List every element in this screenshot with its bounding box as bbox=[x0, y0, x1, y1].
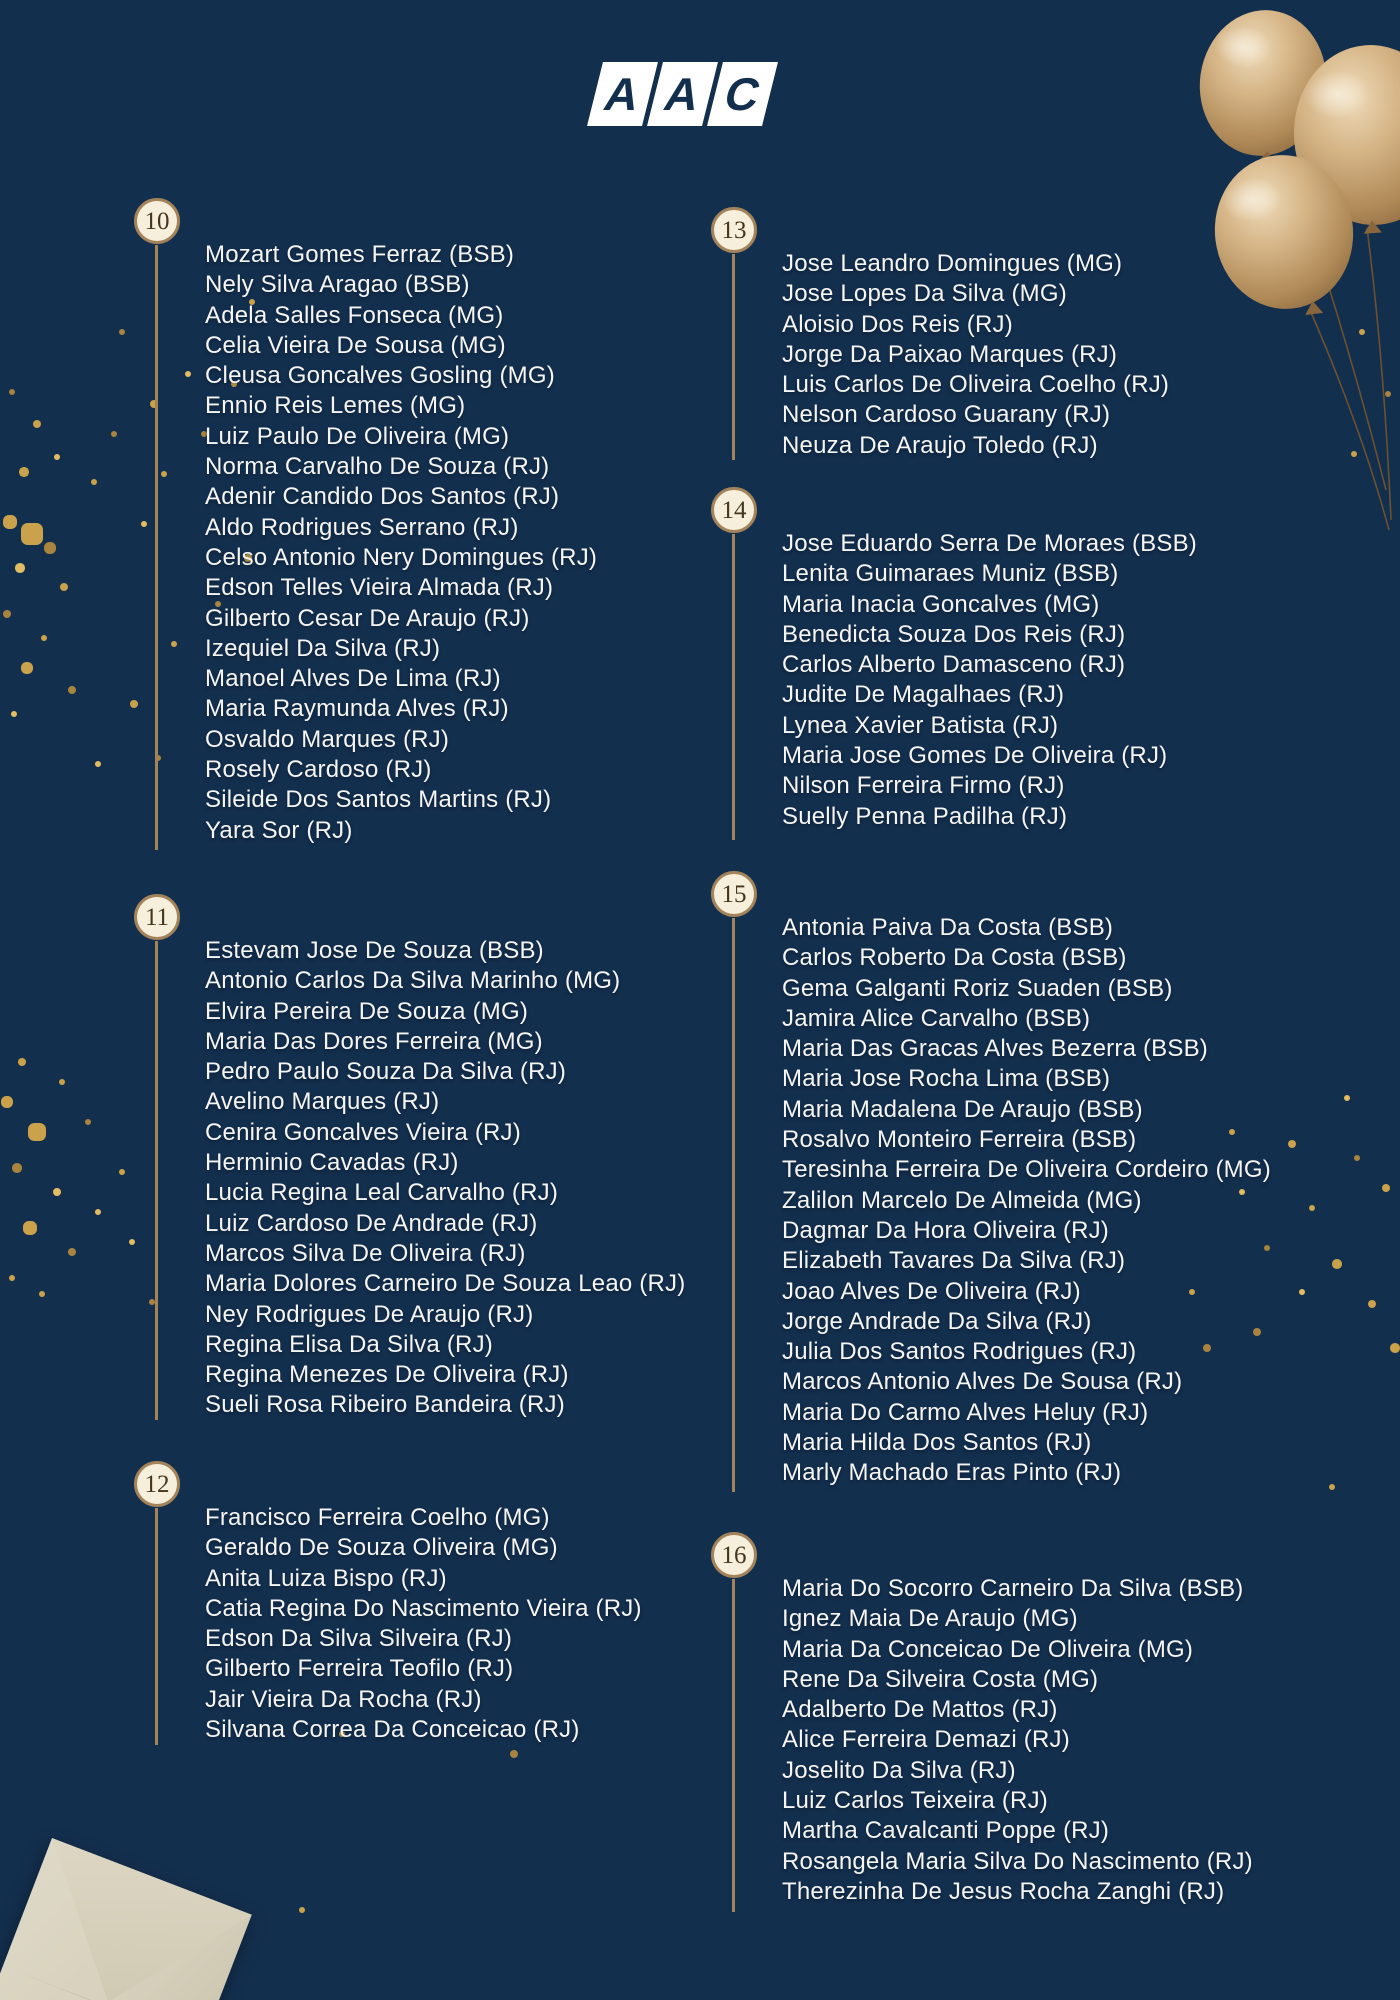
attendee-name: Rosangela Maria Silva Do Nascimento (RJ) bbox=[782, 1847, 1253, 1875]
attendee-name: Osvaldo Marques (RJ) bbox=[205, 725, 450, 753]
attendee-name: Maria Do Carmo Alves Heluy (RJ) bbox=[782, 1398, 1149, 1426]
attendee-name: Sueli Rosa Ribeiro Bandeira (RJ) bbox=[205, 1391, 565, 1419]
attendee-name: Aldo Rodrigues Serrano (RJ) bbox=[205, 513, 519, 541]
attendee-name: Rosely Cardoso (RJ) bbox=[205, 756, 432, 784]
group-number-badge bbox=[711, 487, 757, 533]
logo-letter: A bbox=[659, 68, 706, 120]
attendee-name: Teresinha Ferreira De Oliveira Cordeiro (MG) bbox=[782, 1156, 1271, 1184]
attendee-name: Adenir Candido Dos Santos (RJ) bbox=[205, 483, 560, 511]
name-list bbox=[782, 1574, 1253, 1907]
attendee-name: Martha Cavalcanti Poppe (RJ) bbox=[782, 1817, 1110, 1845]
logo-letter: C bbox=[719, 68, 766, 120]
attendee-name: Maria Jose Gomes De Oliveira (RJ) bbox=[782, 742, 1168, 770]
logo-letter-box bbox=[587, 62, 658, 126]
attendee-name: Cenira Goncalves Vieira (RJ) bbox=[205, 1118, 521, 1146]
attendee-name: Elvira Pereira De Souza (MG) bbox=[205, 997, 529, 1025]
logo-letter-box bbox=[707, 62, 778, 126]
group-number-badge bbox=[711, 871, 757, 917]
group-number: 13 bbox=[721, 216, 747, 244]
attendee-name: Adela Salles Fonseca (MG) bbox=[205, 301, 504, 329]
attendee-name: Julia Dos Santos Rodrigues (RJ) bbox=[782, 1338, 1137, 1366]
attendee-name: Maria Raymunda Alves (RJ) bbox=[205, 695, 509, 723]
attendee-name: Luiz Cardoso De Andrade (RJ) bbox=[205, 1209, 538, 1237]
attendee-name: Maria Das Gracas Alves Bezerra (BSB) bbox=[782, 1035, 1208, 1063]
attendee-name: Nely Silva Aragao (BSB) bbox=[205, 271, 470, 299]
logo-letter: A bbox=[599, 68, 646, 120]
logo-letter-box bbox=[647, 62, 718, 126]
attendee-name: Jamira Alice Carvalho (BSB) bbox=[782, 1004, 1091, 1032]
attendee-name: Jorge Da Paixao Marques (RJ) bbox=[782, 340, 1118, 368]
name-list bbox=[205, 240, 597, 846]
attendee-name: Carlos Roberto Da Costa (BSB) bbox=[782, 944, 1127, 972]
name-list bbox=[205, 936, 685, 1421]
name-list bbox=[782, 913, 1271, 1489]
attendee-name: Neuza De Araujo Toledo (RJ) bbox=[782, 431, 1098, 459]
attendee-name: Joao Alves De Oliveira (RJ) bbox=[782, 1277, 1081, 1305]
group-number-badge bbox=[134, 894, 180, 940]
attendee-name: Adalberto De Mattos (RJ) bbox=[782, 1696, 1058, 1724]
attendee-name: Regina Elisa Da Silva (RJ) bbox=[205, 1330, 493, 1358]
attendee-name: Maria Jose Rocha Lima (BSB) bbox=[782, 1065, 1111, 1093]
group-number-badge bbox=[134, 1461, 180, 1507]
attendee-name: Maria Inacia Goncalves (MG) bbox=[782, 590, 1100, 618]
attendee-name: Manoel Alves De Lima (RJ) bbox=[205, 665, 501, 693]
attendee-name: Maria Hilda Dos Santos (RJ) bbox=[782, 1429, 1092, 1457]
attendee-name: Avelino Marques (RJ) bbox=[205, 1088, 440, 1116]
attendee-name: Rosalvo Monteiro Ferreira (BSB) bbox=[782, 1126, 1137, 1154]
attendee-name: Catia Regina Do Nascimento Vieira (RJ) bbox=[205, 1594, 642, 1622]
attendee-name: Jose Eduardo Serra De Moraes (BSB) bbox=[782, 530, 1197, 557]
attendee-name: Judite De Magalhaes (RJ) bbox=[782, 681, 1065, 709]
timeline-line bbox=[732, 534, 735, 840]
timeline-line bbox=[155, 1508, 158, 1745]
attendee-name: Yara Sor (RJ) bbox=[205, 816, 353, 844]
attendee-name: Rene Da Silveira Costa (MG) bbox=[782, 1665, 1099, 1693]
attendee-name: Lynea Xavier Batista (RJ) bbox=[782, 711, 1059, 739]
attendee-name: Silvana Correa Da Conceicao (RJ) bbox=[205, 1716, 580, 1744]
attendee-name: Ignez Maia De Araujo (MG) bbox=[782, 1605, 1078, 1633]
attendee-name: Lenita Guimaraes Muniz (BSB) bbox=[782, 560, 1119, 588]
gold-confetti-left-bottom bbox=[0, 0, 4, 4]
attendee-name: Lucia Regina Leal Carvalho (RJ) bbox=[205, 1179, 559, 1207]
attendee-name: Joselito Da Silva (RJ) bbox=[782, 1756, 1016, 1784]
attendee-name: Edson Telles Vieira Almada (RJ) bbox=[205, 574, 554, 602]
envelope-flap bbox=[0, 1838, 252, 2000]
attendee-name: Jorge Andrade Da Silva (RJ) bbox=[782, 1307, 1092, 1335]
attendee-name: Anita Luiza Bispo (RJ) bbox=[205, 1564, 447, 1592]
group-number: 11 bbox=[144, 903, 170, 931]
envelope-image bbox=[0, 1838, 252, 2000]
attendee-name: Maria Da Conceicao De Oliveira (MG) bbox=[782, 1635, 1194, 1663]
group-number: 16 bbox=[721, 1541, 747, 1569]
name-list bbox=[782, 249, 1169, 461]
attendee-name: Celia Vieira De Sousa (MG) bbox=[205, 331, 506, 359]
attendee-name: Mozart Gomes Ferraz (BSB) bbox=[205, 241, 515, 268]
attendee-name: Antonia Paiva Da Costa (BSB) bbox=[782, 914, 1114, 941]
timeline-line bbox=[732, 1579, 735, 1912]
attendee-name: Sileide Dos Santos Martins (RJ) bbox=[205, 786, 552, 814]
attendee-name: Dagmar Da Hora Oliveira (RJ) bbox=[782, 1216, 1109, 1244]
attendee-name: Aloisio Dos Reis (RJ) bbox=[782, 310, 1013, 338]
attendee-name: Nilson Ferreira Firmo (RJ) bbox=[782, 772, 1065, 800]
aac-logo bbox=[595, 62, 770, 126]
timeline-line bbox=[155, 245, 158, 850]
attendee-name: Antonio Carlos Da Silva Marinho (MG) bbox=[205, 967, 621, 995]
timeline-line bbox=[732, 254, 735, 460]
attendee-name: Suelly Penna Padilha (RJ) bbox=[782, 802, 1068, 830]
attendee-name: Therezinha De Jesus Rocha Zanghi (RJ) bbox=[782, 1877, 1225, 1905]
attendee-name: Jose Lopes Da Silva (MG) bbox=[782, 280, 1067, 308]
attendee-name: Maria Das Dores Ferreira (MG) bbox=[205, 1027, 543, 1055]
attendee-name: Norma Carvalho De Souza (RJ) bbox=[205, 453, 550, 481]
group-number: 14 bbox=[721, 496, 747, 524]
attendee-name: Jair Vieira Da Rocha (RJ) bbox=[205, 1685, 482, 1713]
attendee-name: Maria Do Socorro Carneiro Da Silva (BSB) bbox=[782, 1575, 1244, 1602]
attendee-name: Estevam Jose De Souza (BSB) bbox=[205, 937, 544, 964]
group-number-badge bbox=[711, 207, 757, 253]
attendee-name: Edson Da Silva Silveira (RJ) bbox=[205, 1625, 513, 1653]
attendee-name: Marly Machado Eras Pinto (RJ) bbox=[782, 1459, 1122, 1487]
attendee-name: Nelson Cardoso Guarany (RJ) bbox=[782, 401, 1111, 429]
attendee-name: Ennio Reis Lemes (MG) bbox=[205, 392, 466, 420]
balloon bbox=[1206, 147, 1363, 325]
attendee-name: Gilberto Ferreira Teofilo (RJ) bbox=[205, 1655, 514, 1683]
group-number-badge bbox=[711, 1532, 757, 1578]
attendee-name: Marcos Silva De Oliveira (RJ) bbox=[205, 1239, 526, 1267]
gold-confetti-left-top bbox=[0, 0, 4, 4]
attendee-name: Pedro Paulo Souza Da Silva (RJ) bbox=[205, 1058, 567, 1086]
attendee-name: Cleusa Goncalves Gosling (MG) bbox=[205, 362, 555, 390]
group-number: 10 bbox=[144, 207, 170, 235]
group-number: 12 bbox=[144, 1470, 170, 1498]
attendee-name: Izequiel Da Silva (RJ) bbox=[205, 634, 441, 662]
attendee-name: Gema Galganti Roriz Suaden (BSB) bbox=[782, 974, 1173, 1002]
group-number: 15 bbox=[721, 880, 747, 908]
attendee-name: Luis Carlos De Oliveira Coelho (RJ) bbox=[782, 371, 1170, 399]
name-list bbox=[782, 529, 1197, 832]
balloon bbox=[1288, 40, 1400, 238]
attendee-name: Celso Antonio Nery Domingues (RJ) bbox=[205, 543, 598, 571]
attendee-name: Geraldo De Souza Oliveira (MG) bbox=[205, 1534, 558, 1562]
attendee-name: Luiz Carlos Teixeira (RJ) bbox=[782, 1787, 1048, 1815]
attendee-name: Zalilon Marcelo De Almeida (MG) bbox=[782, 1186, 1142, 1214]
attendee-name: Regina Menezes De Oliveira (RJ) bbox=[205, 1361, 569, 1389]
attendee-name: Carlos Alberto Damasceno (RJ) bbox=[782, 651, 1126, 679]
attendee-name: Elizabeth Tavares Da Silva (RJ) bbox=[782, 1247, 1126, 1275]
attendee-name: Ney Rodrigues De Araujo (RJ) bbox=[205, 1300, 534, 1328]
balloon-strings bbox=[1286, 158, 1391, 530]
attendee-name: Alice Ferreira Demazi (RJ) bbox=[782, 1726, 1070, 1754]
timeline-line bbox=[732, 918, 735, 1492]
attendee-name: Maria Dolores Carneiro De Souza Leao (RJ) bbox=[205, 1270, 686, 1298]
attendee-name: Benedicta Souza Dos Reis (RJ) bbox=[782, 620, 1126, 648]
attendee-name: Gilberto Cesar De Araujo (RJ) bbox=[205, 604, 530, 632]
gold-confetti-right bbox=[0, 0, 4, 4]
attendee-name: Herminio Cavadas (RJ) bbox=[205, 1149, 459, 1177]
attendee-name: Marcos Antonio Alves De Sousa (RJ) bbox=[782, 1368, 1183, 1396]
balloon bbox=[1189, 2, 1335, 171]
timeline-line bbox=[155, 941, 158, 1420]
attendee-name: Jose Leandro Domingues (MG) bbox=[782, 250, 1123, 277]
attendee-name: Luiz Paulo De Oliveira (MG) bbox=[205, 422, 510, 450]
attendee-name: Francisco Ferreira Coelho (MG) bbox=[205, 1504, 550, 1531]
name-list bbox=[205, 1503, 642, 1745]
attendee-name: Maria Madalena De Araujo (BSB) bbox=[782, 1095, 1143, 1123]
group-number-badge bbox=[134, 198, 180, 244]
